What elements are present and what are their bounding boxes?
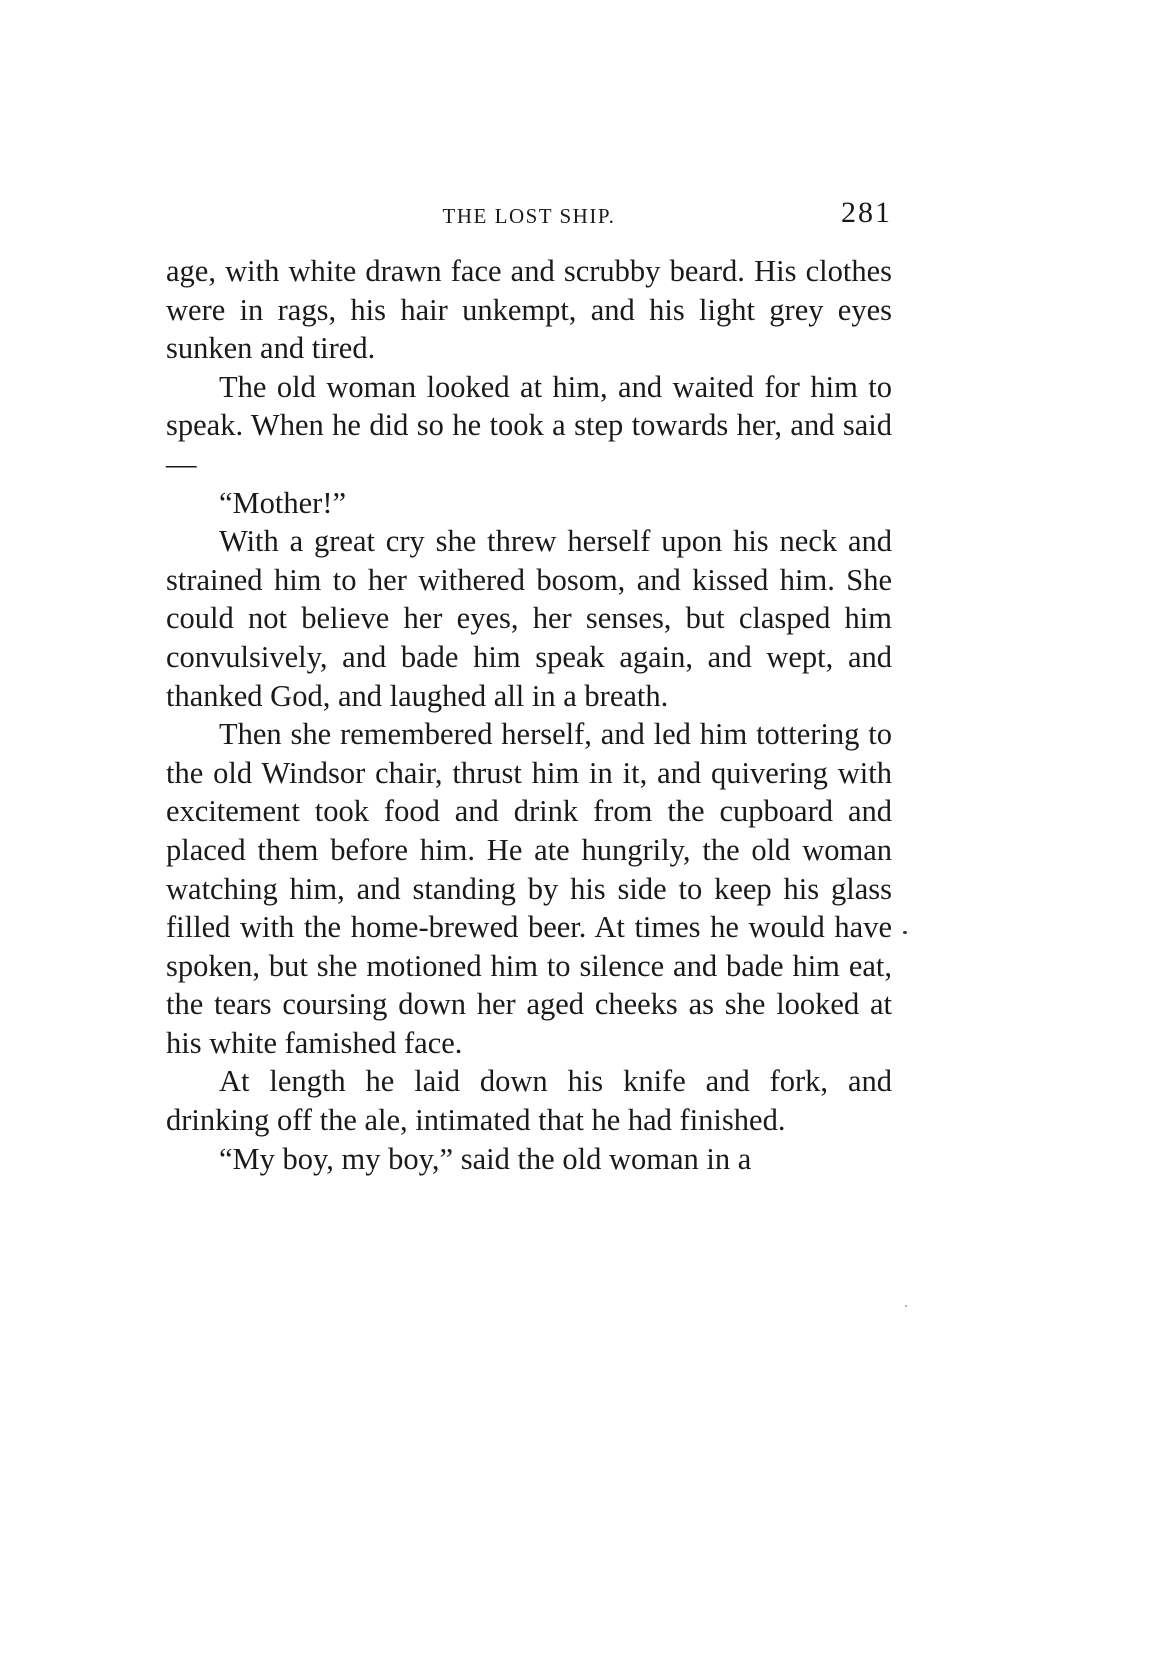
page-number: 281 bbox=[841, 196, 892, 229]
scan-speck bbox=[905, 1305, 907, 1307]
paragraph-2: The old woman looked at him, and waited for him to speak. When he did so he took a step towards her, and said— bbox=[166, 369, 892, 481]
scan-speck bbox=[903, 931, 907, 934]
paragraph-4: With a great cry she threw herself upon his neck and strained him to her withered bosom, and kissed him. She could not believe her eyes, her senses, but clasped him convulsively, and bade him speak again, and wept, and thanked God, and laughed all in a breath. bbox=[166, 524, 892, 713]
paragraph-7: “My boy, my boy,” said the old woman in a bbox=[219, 1141, 752, 1176]
running-title: THE LOST SHIP. bbox=[442, 204, 616, 228]
paragraph-3: “Mother!” bbox=[219, 485, 347, 520]
body-text bbox=[166, 252, 892, 1178]
paragraph-6: At length he laid down his knife and fork, and drinking off the ale, intimated that he had finished. bbox=[166, 1064, 892, 1138]
paragraph-5: Then she remembered herself, and led him tottering to the old Windsor chair, thrust him in it, and quivering with excitement took food and drink from the cupboard and placed them before him. He ate hungrily, the old woman watching him, and standing by his side to keep his glass filled with the home-brewed beer. At times he would have spoken, but she motioned him to silence and bade him eat, the tears coursing down her aged cheeks as she looked at his white famished face. bbox=[166, 717, 892, 1060]
running-head bbox=[166, 196, 892, 236]
paragraph-1: age, with white drawn face and scrubby beard. His clothes were in rags, his hair unkempt, and his light grey eyes sunken and tired. bbox=[166, 254, 892, 366]
